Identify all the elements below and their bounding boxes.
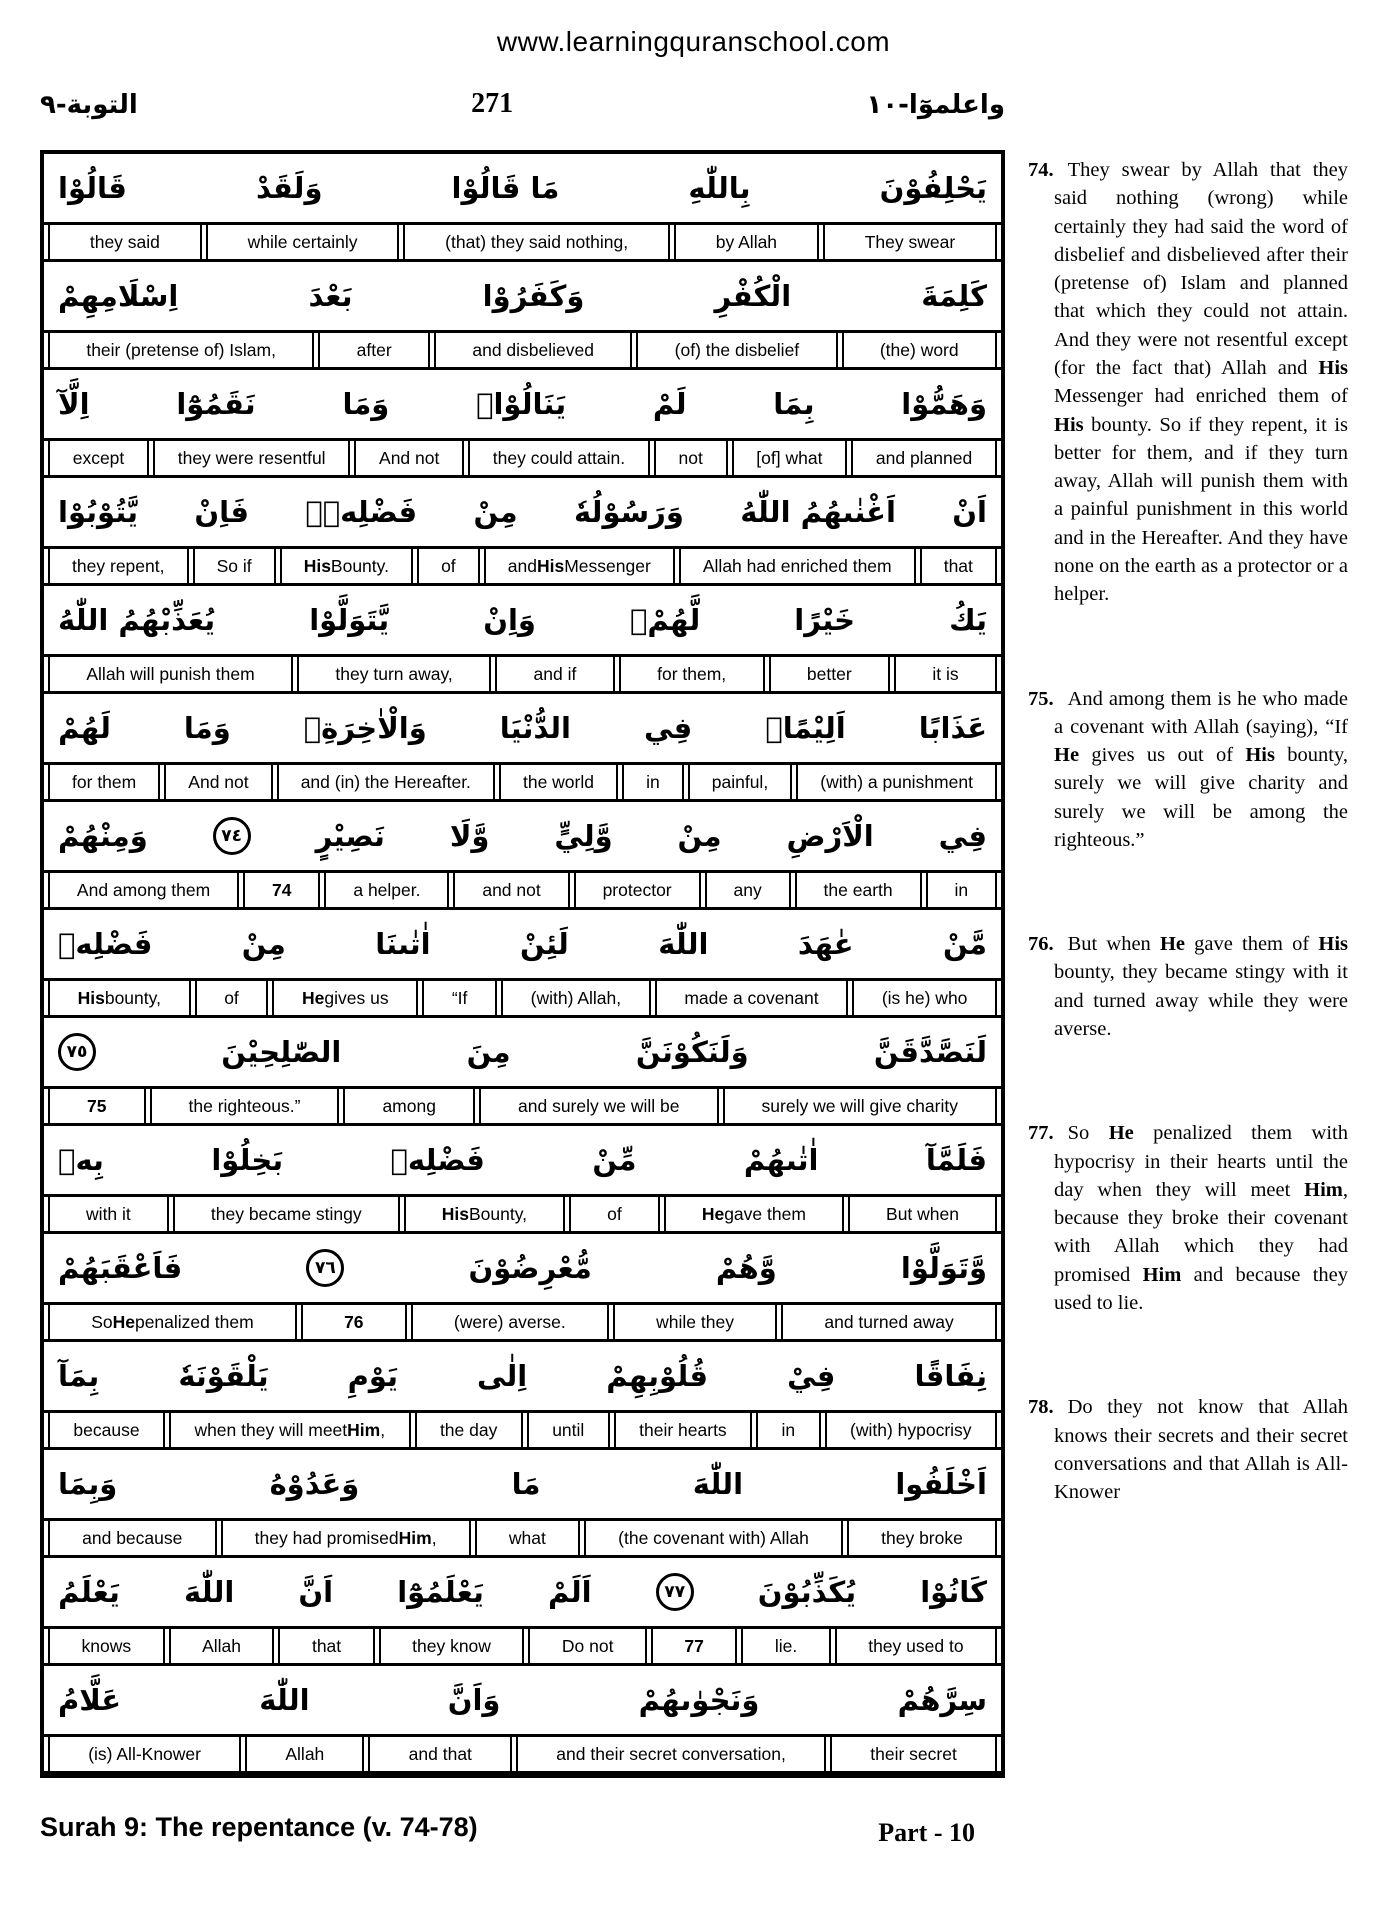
translation-cell: and His Messenger: [484, 549, 675, 583]
translation-row: [44, 1194, 1001, 1234]
arabic-word: يَلْقَوْنَهٗ: [178, 1358, 269, 1393]
verse-paragraph: [1028, 685, 1348, 855]
arabic-line: [44, 910, 1001, 978]
translation-cell: it is: [894, 657, 997, 691]
arabic-word: لَئِنْ: [520, 926, 569, 961]
translation-cell: knows: [48, 1629, 165, 1663]
arabic-line: [44, 802, 1001, 870]
translation-row: [44, 978, 1001, 1018]
translation-row: [44, 1410, 1001, 1450]
arabic-word: قُلُوْبِهِمْ: [606, 1358, 709, 1393]
arabic-word: يَوْمِ: [347, 1358, 398, 1393]
translation-cell: protector: [574, 873, 701, 907]
arabic-word: اَنَّ: [298, 1574, 334, 1609]
arabic-line: [44, 262, 1001, 330]
verse-text: But when He gave them of His bounty, they became stingy with it and turned away while they were averse.: [1054, 933, 1348, 1041]
arabic-word: بِهٖ: [58, 1142, 104, 1177]
translation-cell: But when: [848, 1197, 997, 1231]
translation-cell: (is) All-Knower: [48, 1737, 241, 1771]
arabic-word: وَرَسُوْلُهٗ: [573, 494, 684, 529]
translation-cell: in: [622, 765, 684, 799]
translation-cell: and their secret conversation,: [516, 1737, 826, 1771]
translation-cell: and surely we will be: [479, 1089, 719, 1123]
arabic-word: وَّلِيٍّ: [554, 818, 613, 853]
translation-cell: better: [769, 657, 891, 691]
translation-cell: that: [278, 1629, 374, 1663]
arabic-word: الْاَرْضِ: [786, 818, 874, 853]
verse-number-circle: ٧٥: [58, 1033, 96, 1071]
translation-cell: and if: [495, 657, 615, 691]
translation-cell: the earth: [795, 873, 922, 907]
translation-row: [44, 1518, 1001, 1558]
translation-cell: Allah: [245, 1737, 364, 1771]
arabic-word: فِي: [938, 818, 987, 853]
translation-cell: their (pretense of) Islam,: [48, 333, 314, 367]
arabic-word: وَّلَا: [449, 818, 490, 853]
verse-text: They swear by Allah that they said nothing (wrong) while certainly they had said the word of disbelief and disbelieved after their (pretense of) Islam and planned that which they could not attain. And they were not resentful except (for the fact that) Allah and His Messenger had enriched them of His bounty. So if they repent, it is better for them, and if they turn away, Allah will punish them with a painful punishment in this world and in the Hereafter. And they have none on the earth as a protector or a helper.: [1054, 159, 1348, 606]
arabic-word: وَّهُمْ: [715, 1250, 777, 1285]
translation-cell: He gives us: [272, 981, 418, 1015]
arabic-word: اللّٰهَ: [259, 1682, 310, 1717]
translation-column: [1028, 156, 1348, 1582]
arabic-word: اَغْنٰىهُمُ اللّٰهُ: [740, 494, 896, 529]
footer-part-label: Part - 10: [878, 1818, 975, 1847]
translation-cell: because: [48, 1413, 165, 1447]
arabic-word: الصّٰلِحِيْنَ: [221, 1034, 342, 1069]
arabic-word: مَا: [511, 1466, 541, 1501]
verse-number: 76.: [1028, 933, 1054, 956]
arabic-word: يُعَذِّبْهُمُ اللّٰهُ: [58, 602, 216, 637]
verse-number-circle: ٧٧: [656, 1573, 694, 1611]
arabic-word: لَهُمْ: [58, 710, 111, 745]
arabic-word: مَا قَالُوْا: [451, 170, 560, 205]
translation-cell: surely we will give charity: [723, 1089, 998, 1123]
arabic-line: [44, 1126, 1001, 1194]
translation-cell: (that) they said nothing,: [403, 225, 670, 259]
arabic-word: فَاَعْقَبَهُمْ: [58, 1250, 183, 1285]
arabic-line: [44, 154, 1001, 222]
translation-cell: by Allah: [674, 225, 819, 259]
arabic-word: وَاَنَّ: [447, 1682, 501, 1717]
translation-cell: and planned: [851, 441, 997, 475]
arabic-word: الدُّنْيَا: [499, 710, 571, 745]
translation-cell: for them,: [619, 657, 765, 691]
translation-cell: (with) Allah,: [501, 981, 651, 1015]
translation-cell: their secret: [830, 1737, 997, 1771]
verse-number: 77.: [1028, 1122, 1054, 1145]
arabic-word: اَخْلَفُوا: [895, 1466, 987, 1501]
page-number: 271: [471, 88, 514, 119]
arabic-line: [44, 478, 1001, 546]
arabic-word: فَاِنْ: [194, 494, 249, 529]
arabic-line: [44, 1450, 1001, 1518]
arabic-word: كَانُوْا: [920, 1574, 987, 1609]
verse-number: 78.: [1028, 1396, 1054, 1419]
translation-cell: any: [705, 873, 791, 907]
arabic-word: مِنْ: [677, 818, 722, 853]
arabic-word: وَمَا: [342, 386, 390, 421]
translation-cell: (with) a punishment: [796, 765, 997, 799]
arabic-word: اللّٰهَ: [658, 926, 709, 961]
arabic-word: يَعْلَمُوْٓا: [397, 1574, 484, 1609]
translation-cell: (were) averse.: [411, 1305, 609, 1339]
translation-row: [44, 1302, 1001, 1342]
translation-row: [44, 546, 1001, 586]
translation-cell: and (in) the Hereafter.: [277, 765, 495, 799]
translation-cell: made a covenant: [655, 981, 849, 1015]
arabic-word: وَّتَوَلَّوْا: [900, 1250, 987, 1285]
translation-cell: a helper.: [324, 873, 449, 907]
translation-cell: (is he) who: [852, 981, 997, 1015]
translation-cell: of: [417, 549, 480, 583]
translation-cell: 77: [651, 1629, 737, 1663]
translation-cell: they turn away,: [297, 657, 491, 691]
arabic-word: اَلَمْ: [548, 1574, 592, 1609]
arabic-word: وَعَدُوْهُ: [269, 1466, 360, 1501]
arabic-word: نَقَمُوْٓا: [176, 386, 256, 421]
arabic-word: اِلَّآ: [58, 386, 90, 421]
translation-cell: in: [926, 873, 997, 907]
translation-cell: 74: [243, 873, 320, 907]
arabic-word: فَلَمَّآ: [925, 1142, 987, 1177]
arabic-word: يَحْلِفُوْنَ: [879, 170, 987, 205]
arabic-word: الْكُفْرِ: [714, 278, 792, 313]
translation-cell: and turned away: [781, 1305, 997, 1339]
verse-number: 74.: [1028, 159, 1054, 181]
arabic-word: مِنْ: [241, 926, 286, 961]
translation-cell: they could attain.: [468, 441, 650, 475]
arabic-word: سِرَّهُمْ: [897, 1682, 987, 1717]
verse-paragraph: [1028, 1119, 1348, 1317]
arabic-word: بَخِلُوْا: [211, 1142, 284, 1177]
arabic-word: يُكَذِّبُوْنَ: [757, 1574, 857, 1609]
translation-cell: when they will meet Him ,: [169, 1413, 411, 1447]
translation-cell: they had promised Him ,: [221, 1521, 471, 1555]
translation-cell: after: [318, 333, 430, 367]
arabic-word: بِاللّٰهِ: [688, 170, 751, 205]
translation-cell: among: [343, 1089, 475, 1123]
translation-cell: that: [920, 549, 997, 583]
page-header: [40, 88, 1005, 120]
arabic-word: اٰتٰىنَا: [375, 926, 431, 961]
arabic-word: لَّهُمْۚ: [630, 602, 701, 637]
translation-cell: 76: [301, 1305, 407, 1339]
verse-number-circle: ٧٤: [213, 817, 251, 855]
arabic-word: اَلِيْمًاۙ: [765, 710, 846, 745]
verse-number: 75.: [1028, 687, 1054, 710]
arabic-line: [44, 1342, 1001, 1410]
translation-cell: (with) hypocrisy: [825, 1413, 997, 1447]
translation-cell: for them: [48, 765, 160, 799]
arabic-word: كَلِمَةَ: [921, 278, 987, 313]
translation-cell: lie.: [741, 1629, 830, 1663]
translation-cell: His Bounty.: [280, 549, 413, 583]
arabic-word: اٰتٰىهُمْ: [743, 1142, 819, 1177]
verse-paragraph: [1028, 930, 1348, 1043]
arabic-line: [44, 1666, 1001, 1734]
translation-cell: And not: [354, 441, 464, 475]
arabic-word: عَذَابًا: [918, 710, 987, 745]
arabic-word: يَّتُوْبُوْا: [58, 494, 138, 529]
translation-cell: while they: [613, 1305, 777, 1339]
translation-row: [44, 1626, 1001, 1666]
arabic-word: بِمَآ: [58, 1358, 100, 1393]
translation-cell: the world: [499, 765, 618, 799]
arabic-word: اِسْلَامِهِمْ: [58, 278, 179, 313]
verse-number-circle: ٧٦: [306, 1249, 344, 1287]
arabic-word: فِي: [643, 710, 693, 745]
translation-cell: So He penalized them: [48, 1305, 297, 1339]
arabic-word: مِنْ: [473, 494, 518, 529]
verse-text: And among them is he who made a covenant with Allah (saying), “If He gives us out of His bounty, surely we will give charity and surely we will be among the righteous.”: [1054, 687, 1348, 851]
translation-cell: His Bounty,: [404, 1197, 565, 1231]
arabic-line: [44, 1018, 1001, 1086]
arabic-word: وَهَمُّوْا: [901, 386, 987, 421]
arabic-word: فَضْلِهٖ: [58, 926, 153, 961]
arabic-word: عَلَّامُ: [58, 1682, 122, 1717]
translation-cell: what: [475, 1521, 580, 1555]
translation-cell: and because: [48, 1521, 217, 1555]
arabic-line: [44, 586, 1001, 654]
translation-cell: Allah will punish them: [48, 657, 293, 691]
translation-cell: His bounty,: [48, 981, 191, 1015]
arabic-word: وَلَنَكُوْنَنَّ: [635, 1034, 749, 1069]
arabic-word: وَلَقَدْ: [255, 170, 323, 205]
arabic-word: مِّنْ: [592, 1142, 637, 1177]
arabic-word: نَصِيْرٍ: [315, 818, 385, 853]
translation-cell: (the covenant with) Allah: [584, 1521, 843, 1555]
translation-cell: except: [48, 441, 149, 475]
arabic-word: مُّعْرِضُوْنَ: [468, 1250, 592, 1285]
arabic-word: مِنَ: [466, 1034, 511, 1069]
translation-cell: they became stingy: [173, 1197, 400, 1231]
translation-cell: with it: [48, 1197, 169, 1231]
arabic-word: اِلٰى: [477, 1358, 528, 1393]
page-footer: [40, 1812, 1005, 1848]
arabic-line: [44, 1234, 1001, 1302]
arabic-word: مَّنْ: [942, 926, 987, 961]
translation-cell: “If: [422, 981, 497, 1015]
arabic-word: اللّٰهَ: [692, 1466, 744, 1501]
translation-row: [44, 1086, 1001, 1126]
verse-text: Do they not know that Allah knows their secrets and their secret conversations and that Allah is All-Knower: [1054, 1396, 1348, 1504]
arabic-word: اللّٰهَ: [184, 1574, 235, 1609]
footer-surah-title: Surah 9: The repentance (v. 74-78): [40, 1812, 478, 1842]
arabic-word: يَعْلَمُ: [58, 1574, 120, 1609]
translation-cell: And not: [164, 765, 272, 799]
translation-cell: their hearts: [614, 1413, 752, 1447]
translation-cell: and not: [453, 873, 569, 907]
arabic-word: نِفَاقًا: [914, 1358, 987, 1393]
translation-cell: they broke: [847, 1521, 997, 1555]
translation-row: [44, 438, 1001, 478]
translation-cell: [of] what: [732, 441, 848, 475]
arabic-word: يَكُ: [949, 602, 987, 637]
translation-cell: painful,: [688, 765, 793, 799]
translation-cell: and disbelieved: [434, 333, 632, 367]
arabic-word: وَنَجْوٰىهُمْ: [638, 1682, 760, 1717]
header-juz-name: واعلموٓا-١٠: [866, 90, 1005, 120]
arabic-word: لَنَصَّدَّقَنَّ: [873, 1034, 987, 1069]
word-by-word-table: [40, 150, 1005, 1778]
arabic-word: وَالْاٰخِرَةِۚ: [303, 710, 427, 745]
translation-cell: the righteous.”: [150, 1089, 340, 1123]
translation-cell: in: [756, 1413, 820, 1447]
translation-cell: while certainly: [206, 225, 400, 259]
arabic-line: [44, 1558, 1001, 1626]
arabic-word: وَاِنْ: [483, 602, 536, 637]
translation-cell: And among them: [48, 873, 239, 907]
translation-cell: the day: [415, 1413, 523, 1447]
site-url: www.learningquranschool.com: [496, 26, 891, 57]
translation-cell: of: [569, 1197, 660, 1231]
arabic-word: وَكَفَرُوْا: [482, 278, 585, 313]
arabic-line: [44, 370, 1001, 438]
arabic-word: فَضْلِهٖ: [390, 1142, 485, 1177]
translation-cell: they repent,: [48, 549, 189, 583]
header-surah-name: التوبة-٩: [40, 90, 138, 120]
translation-row: [44, 654, 1001, 694]
translation-cell: of: [195, 981, 269, 1015]
arabic-word: يَنَالُوْاۚ: [476, 386, 567, 421]
translation-row: [44, 762, 1001, 802]
translation-cell: 75: [48, 1089, 146, 1123]
translation-cell: Do not: [528, 1629, 647, 1663]
translation-cell: they know: [379, 1629, 525, 1663]
translation-cell: not: [654, 441, 728, 475]
translation-cell: (the) word: [842, 333, 997, 367]
translation-cell: they said: [48, 225, 202, 259]
arabic-word: وَمَا: [183, 710, 231, 745]
arabic-word: فِيْ: [787, 1358, 836, 1393]
arabic-line: [44, 694, 1001, 762]
arabic-word: فَضْلِهٖۚ: [305, 494, 418, 529]
arabic-word: خَيْرًا: [794, 602, 856, 637]
arabic-word: لَمْ: [652, 386, 687, 421]
translation-cell: (of) the disbelief: [636, 333, 837, 367]
arabic-word: بِمَا: [773, 386, 815, 421]
translation-cell: They swear: [823, 225, 997, 259]
arabic-word: وَبِمَا: [58, 1466, 118, 1501]
arabic-word: اَنْ: [952, 494, 987, 529]
translation-row: [44, 222, 1001, 262]
translation-row: [44, 870, 1001, 910]
arabic-word: يَّتَوَلَّوْا: [309, 602, 390, 637]
translation-row: [44, 330, 1001, 370]
translation-cell: He gave them: [664, 1197, 844, 1231]
translation-cell: So if: [193, 549, 276, 583]
arabic-word: بَعْدَ: [308, 278, 353, 313]
arabic-word: وَمِنْهُمْ: [58, 818, 148, 853]
verse-paragraph: [1028, 1393, 1348, 1506]
translation-cell: they were resentful: [153, 441, 350, 475]
translation-cell: they used to: [835, 1629, 997, 1663]
translation-cell: until: [527, 1413, 610, 1447]
verse-paragraph: [1028, 156, 1348, 609]
translation-cell: Allah had enriched them: [679, 549, 916, 583]
translation-cell: and that: [368, 1737, 512, 1771]
arabic-word: قَالُوْا: [58, 170, 127, 205]
arabic-word: عٰهَدَ: [797, 926, 854, 961]
translation-cell: Allah: [169, 1629, 275, 1663]
translation-row: [44, 1734, 1001, 1774]
verse-text: So He penalized them with hypocrisy in their hearts until the day when they will meet Him, because they broke their covenant with Allah which they had promised Him and because they used to lie.: [1054, 1122, 1348, 1314]
